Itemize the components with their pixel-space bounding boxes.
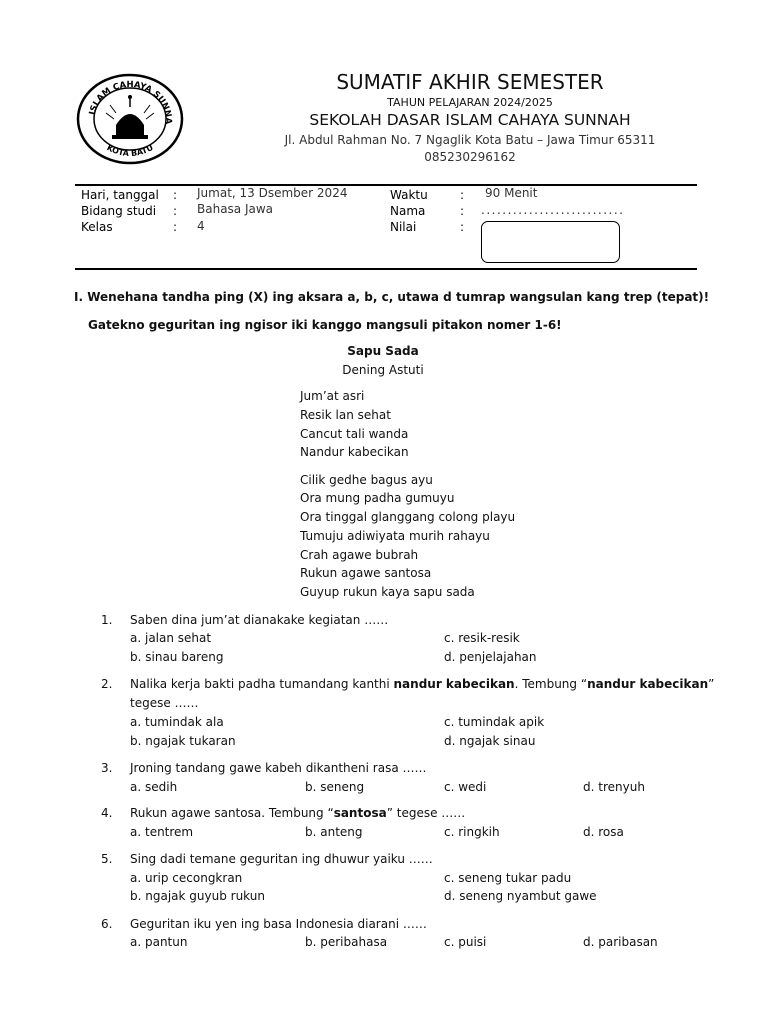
option-a[interactable]: a. sedih	[130, 780, 178, 794]
time-colon: :	[460, 188, 465, 202]
subject-colon: :	[173, 204, 178, 218]
option-b[interactable]: b. sinau bareng	[130, 650, 224, 664]
time-value: 90 Menit	[485, 186, 538, 200]
day-value: Jumat, 13 Dsember 2024	[197, 186, 348, 200]
name-colon: :	[460, 204, 465, 218]
question-number: 4.	[101, 806, 113, 820]
option-d[interactable]: d. rosa	[583, 825, 624, 839]
option-c[interactable]: c. tumindak apik	[444, 715, 545, 729]
option-d[interactable]: d. seneng nyambut gawe	[444, 889, 597, 903]
option-b[interactable]: b. seneng	[305, 780, 365, 794]
option-a[interactable]: a. urip cecongkran	[130, 871, 243, 885]
option-d[interactable]: d. paribasan	[583, 935, 658, 949]
header-divider	[75, 184, 697, 186]
option-a[interactable]: a. jalan sehat	[130, 631, 212, 645]
option-c[interactable]: c. resik-resik	[444, 631, 520, 645]
question-number: 3.	[101, 761, 113, 775]
page-title: SUMATIF AKHIR SEMESTER	[336, 70, 604, 94]
score-label: Nilai	[390, 220, 417, 234]
poem-line: Cancut tali wanda	[300, 427, 409, 441]
question-text: Nalika kerja bakti padha tumandang kanthi nandur kabecikan. Tembung “nandur kabecikan”	[130, 677, 715, 691]
option-b[interactable]: b. ngajak tukaran	[130, 734, 236, 748]
school-name: SEKOLAH DASAR ISLAM CAHAYA SUNNAH	[309, 111, 631, 129]
poem-line: Tumuju adiwiyata murih rahayu	[300, 529, 490, 543]
option-d[interactable]: d. ngajak sinau	[444, 734, 536, 748]
school-address: Jl. Abdul Rahman No. 7 Ngaglik Kota Batu – Jawa Timur 65311	[284, 133, 656, 147]
score-colon: :	[460, 220, 465, 234]
option-a[interactable]: a. tumindak ala	[130, 715, 224, 729]
subject-label: Bidang studi	[81, 204, 157, 218]
poem-line: Resik lan sehat	[300, 408, 391, 422]
question-number: 1.	[101, 613, 113, 627]
academic-year: TAHUN PELAJARAN 2024/2025	[387, 96, 553, 109]
school-phone: 085230296162	[424, 150, 516, 164]
question-text: Geguritan iku yen ing basa Indonesia diarani ……	[130, 917, 427, 931]
option-a[interactable]: a. pantun	[130, 935, 188, 949]
score-box[interactable]	[481, 221, 620, 263]
question-text: Jroning tandang gawe kabeh dikantheni rasa ……	[130, 761, 427, 775]
poem-intro: Gatekno geguritan ing ngisor iki kanggo mangsuli pitakon nomer 1-6!	[88, 318, 562, 332]
seal-ring-text-bottom: KOTA BATU	[105, 142, 155, 159]
poem-line: Nandur kabecikan	[300, 445, 409, 459]
instruction: I. Wenehana tandha ping (X) ing aksara a, b, c, utawa d tumrap wangsulan kang trep (tepat)!	[74, 290, 710, 304]
name-label: Nama	[390, 204, 426, 218]
question-text: Sing dadi temane geguritan ing dhuwur yaiku ……	[130, 852, 433, 866]
option-c[interactable]: c. ringkih	[444, 825, 500, 839]
question-number: 2.	[101, 677, 113, 691]
poem-line: Crah agawe bubrah	[300, 548, 419, 562]
poem-line: Rukun agawe santosa	[300, 566, 432, 580]
poem-author: Dening Astuti	[342, 363, 424, 377]
question-text-line2: tegese ……	[130, 696, 199, 710]
question-number: 6.	[101, 917, 113, 931]
day-colon: :	[173, 188, 178, 202]
school-seal-icon	[76, 73, 184, 165]
name-field[interactable]: ...........................	[481, 203, 625, 217]
question-number: 5.	[101, 852, 113, 866]
option-b[interactable]: b. peribahasa	[305, 935, 388, 949]
class-label: Kelas	[81, 220, 113, 234]
subject-value: Bahasa Jawa	[197, 202, 274, 216]
question-text: Saben dina jum’at dianakake kegiatan ……	[130, 613, 389, 627]
svg-text:KOTA BATU	[105, 143, 154, 158]
option-a[interactable]: a. tentrem	[130, 825, 194, 839]
option-d[interactable]: d. trenyuh	[583, 780, 645, 794]
question-text: Rukun agawe santosa. Tembung “santosa” tegese ……	[130, 806, 466, 820]
option-c[interactable]: c. wedi	[444, 780, 487, 794]
poem-line: Ora tinggal glanggang colong playu	[300, 510, 516, 524]
option-b[interactable]: b. anteng	[305, 825, 363, 839]
poem-line: Cilik gedhe bagus ayu	[300, 473, 433, 487]
option-c[interactable]: c. seneng tukar padu	[444, 871, 572, 885]
poem-title: Sapu Sada	[347, 344, 419, 358]
poem-line: Ora mung padha gumuyu	[300, 491, 455, 505]
time-label: Waktu	[390, 188, 428, 202]
poem-line: Guyup rukun kaya sapu sada	[300, 585, 475, 599]
poem-line: Jum’at asri	[300, 389, 365, 403]
option-b[interactable]: b. ngajak guyub rukun	[130, 889, 265, 903]
option-d[interactable]: d. penjelajahan	[444, 650, 537, 664]
class-colon: :	[173, 220, 178, 234]
class-value: 4	[197, 219, 205, 233]
info-divider	[75, 268, 697, 270]
option-c[interactable]: c. puisi	[444, 935, 487, 949]
day-label: Hari, tanggal	[81, 188, 159, 202]
seal-ring-text-top: ISLAM CAHAYA SUNNA	[87, 79, 174, 125]
